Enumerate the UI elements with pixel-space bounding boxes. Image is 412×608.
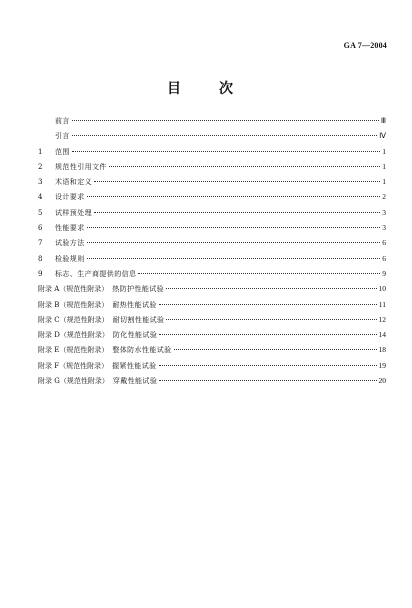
toc-entry-2[interactable] — [38, 159, 386, 174]
toc-entry-appendix-e[interactable] — [38, 342, 386, 357]
toc-label: 规范性引用文件 — [55, 162, 107, 171]
toc-number: 1 — [38, 147, 43, 156]
toc-page-number: 20 — [378, 376, 386, 386]
toc-label: 前言 — [55, 117, 70, 125]
toc-page-number: 3 — [382, 207, 386, 217]
dot-leader — [72, 151, 380, 152]
dot-leader — [87, 258, 381, 259]
dot-leader — [159, 334, 376, 335]
dot-leader — [72, 120, 379, 121]
toc-number: 附录 A（规范性附录） — [38, 285, 109, 294]
toc-label: 防化性能试验 — [112, 331, 158, 340]
toc-label: 术语和定义 — [55, 178, 92, 187]
toc-label: 热防护性能试验 — [112, 285, 165, 294]
dot-leader — [166, 319, 376, 320]
toc-label: 穿戴性能试验 — [112, 377, 158, 386]
toc-entry-appendix-d[interactable] — [38, 327, 386, 342]
dot-leader — [138, 273, 380, 274]
toc-page-number: 2 — [382, 192, 386, 202]
toc-entry-1[interactable] — [38, 144, 386, 159]
toc-number: 9 — [38, 269, 43, 278]
dot-leader — [159, 380, 376, 381]
toc-label: 耐切割性能试验 — [112, 315, 165, 324]
toc-number: 4 — [38, 193, 43, 202]
toc-entry-appendix-c[interactable] — [38, 312, 386, 327]
dot-leader — [166, 288, 376, 289]
toc-label: 整体防水性能试验 — [112, 346, 172, 355]
toc-entry-7[interactable] — [38, 235, 386, 250]
toc-number: 6 — [38, 224, 43, 233]
toc-entry-8[interactable] — [38, 251, 386, 266]
toc-label: 范围 — [55, 147, 70, 156]
toc-page-number: Ⅳ — [379, 131, 386, 141]
toc-label: 设计要求 — [55, 193, 85, 202]
dot-leader — [87, 227, 381, 228]
toc-label: 性能要求 — [55, 224, 85, 233]
toc-number: 2 — [38, 162, 43, 171]
dot-leader — [94, 212, 380, 213]
toc-entry-appendix-b[interactable] — [38, 297, 386, 312]
toc-label: 试样预处理 — [55, 208, 92, 217]
toc-page-number: 6 — [382, 238, 386, 248]
toc-number: 3 — [38, 178, 43, 187]
toc-label: 检验规则 — [55, 254, 85, 263]
dot-leader — [159, 365, 377, 366]
toc-page-number: 12 — [378, 314, 386, 324]
dot-leader — [109, 166, 380, 167]
toc-number: 附录 D（规范性附录） — [38, 331, 109, 340]
toc-entry-3[interactable] — [38, 174, 386, 189]
toc-page-number: 18 — [378, 345, 386, 355]
dot-leader — [94, 181, 380, 182]
toc-entry-9[interactable] — [38, 266, 386, 281]
toc-number: 附录 G（规范性附录） — [38, 377, 109, 386]
dot-leader — [87, 242, 381, 243]
dot-leader — [72, 135, 377, 136]
toc-entry-foreword[interactable] — [38, 113, 386, 128]
toc-page-number: 19 — [378, 360, 386, 370]
toc-page-number: 14 — [378, 330, 386, 340]
toc-entry-appendix-f[interactable] — [38, 358, 386, 373]
toc-number: 附录 E（规范性附录） — [38, 346, 109, 355]
document-id: GA 7—2004 — [343, 41, 387, 50]
toc-entry-6[interactable] — [38, 220, 386, 235]
toc-label: 握紧性能试验 — [112, 361, 157, 370]
dot-leader — [174, 349, 377, 350]
toc-page-number: 9 — [382, 268, 386, 278]
table-of-contents — [38, 113, 386, 388]
toc-page-number: 1 — [382, 177, 386, 187]
toc-page-number: 1 — [382, 161, 386, 171]
dot-leader — [87, 196, 381, 197]
toc-entry-appendix-a[interactable] — [38, 281, 386, 296]
toc-number: 附录 C（规范性附录） — [38, 315, 109, 324]
toc-number: 附录 F（规范性附录） — [38, 361, 109, 370]
toc-number: 7 — [38, 239, 43, 248]
toc-page-number: 11 — [378, 299, 386, 309]
toc-number: 附录 B（规范性附录） — [38, 300, 109, 309]
toc-entry-introduction[interactable] — [38, 128, 386, 143]
toc-label: 引言 — [55, 132, 70, 141]
toc-page-number: 6 — [382, 253, 386, 263]
toc-label: 标志、生产商提供的信息 — [55, 269, 137, 278]
dot-leader — [159, 304, 377, 305]
toc-entry-appendix-g[interactable] — [38, 373, 386, 388]
toc-page-number: Ⅲ — [380, 116, 386, 125]
toc-page-number: 3 — [382, 223, 386, 233]
toc-label: 耐热性能试验 — [112, 300, 157, 309]
toc-label: 试验方法 — [55, 239, 85, 248]
page-title: 目 次 — [167, 81, 245, 97]
toc-number: 5 — [38, 208, 43, 217]
toc-page-number: 10 — [378, 284, 386, 294]
toc-entry-4[interactable] — [38, 189, 386, 204]
toc-number: 8 — [38, 254, 43, 263]
toc-page-number: 1 — [382, 146, 386, 156]
toc-entry-5[interactable] — [38, 205, 386, 220]
